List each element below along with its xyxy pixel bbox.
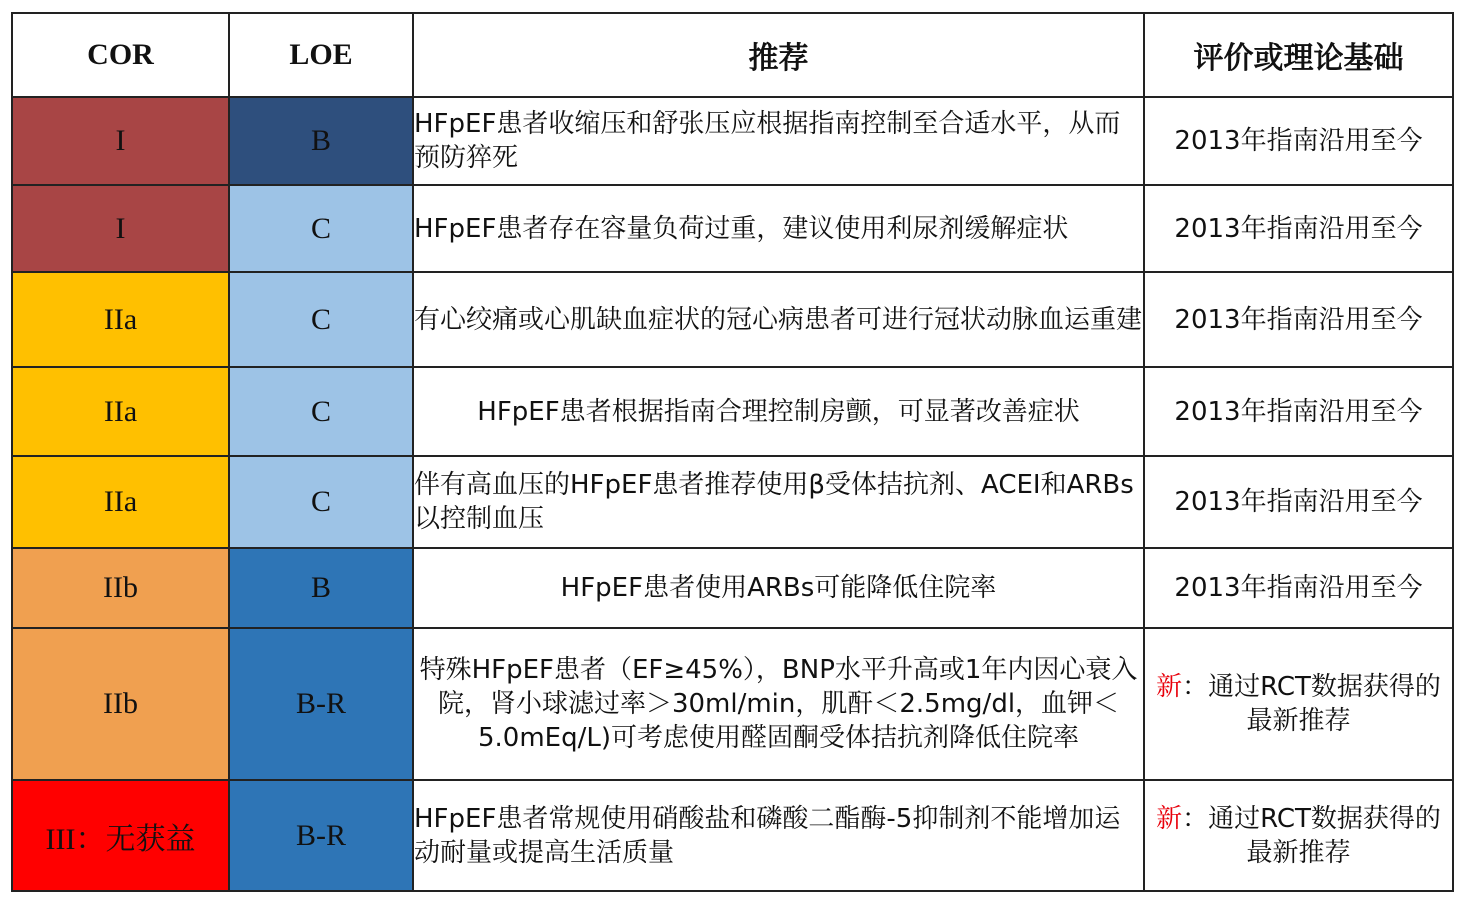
table-row bbox=[12, 367, 1453, 456]
table-row bbox=[12, 628, 1453, 780]
cor-cell: IIa bbox=[12, 272, 229, 367]
table-row bbox=[12, 780, 1453, 891]
cor-cell: IIa bbox=[12, 456, 229, 548]
table-row bbox=[12, 456, 1453, 548]
loe-cell: C bbox=[229, 272, 413, 367]
recommendation-cell: HFpEF患者存在容量负荷过重，建议使用利尿剂缓解症状 bbox=[413, 185, 1144, 272]
loe-cell: B-R bbox=[229, 780, 413, 891]
table-row bbox=[12, 97, 1453, 185]
guideline-recommendation-table bbox=[11, 12, 1454, 892]
recommendation-cell: HFpEF患者根据指南合理控制房颤，可显著改善症状 bbox=[413, 367, 1144, 456]
basis-cell: 2013年指南沿用至今 bbox=[1144, 456, 1453, 548]
basis-text: ：通过RCT数据获得的最新推荐 bbox=[1182, 672, 1441, 736]
header-cor: COR bbox=[12, 13, 229, 97]
basis-cell: 2013年指南沿用至今 bbox=[1144, 367, 1453, 456]
loe-cell: B bbox=[229, 97, 413, 185]
recommendation-cell: HFpEF患者使用ARBs可能降低住院率 bbox=[413, 548, 1144, 628]
basis-text: ：通过RCT数据获得的最新推荐 bbox=[1182, 803, 1441, 868]
loe-cell: C bbox=[229, 367, 413, 456]
cor-cell: III：无获益 bbox=[12, 780, 229, 891]
basis-cell: 2013年指南沿用至今 bbox=[1144, 548, 1453, 628]
loe-cell: B bbox=[229, 548, 413, 628]
recommendation-cell: HFpEF患者收缩压和舒张压应根据指南控制至合适水平，从而预防猝死 bbox=[413, 97, 1144, 185]
recommendation-cell: HFpEF患者常规使用硝酸盐和磷酸二酯酶-5抑制剂不能增加运动耐量或提高生活质量 bbox=[413, 780, 1144, 891]
basis-cell bbox=[1144, 628, 1453, 780]
loe-cell: C bbox=[229, 456, 413, 548]
cor-cell: I bbox=[12, 97, 229, 185]
loe-cell: C bbox=[229, 185, 413, 272]
cor-cell: IIb bbox=[12, 628, 229, 780]
table-row bbox=[12, 272, 1453, 367]
table-header-row bbox=[12, 13, 1453, 97]
header-basis: 评价或理论基础 bbox=[1144, 13, 1453, 97]
loe-cell: B-R bbox=[229, 628, 413, 780]
basis-cell: 2013年指南沿用至今 bbox=[1144, 185, 1453, 272]
basis-cell bbox=[1144, 780, 1453, 891]
header-loe: LOE bbox=[229, 13, 413, 97]
basis-cell: 2013年指南沿用至今 bbox=[1144, 272, 1453, 367]
basis-cell: 2013年指南沿用至今 bbox=[1144, 97, 1453, 185]
header-recommendation: 推荐 bbox=[413, 13, 1144, 97]
new-mark: 新 bbox=[1156, 803, 1183, 834]
recommendation-cell: 伴有高血压的HFpEF患者推荐使用β受体拮抗剂、ACEI和ARBs以控制血压 bbox=[413, 456, 1144, 548]
cor-cell: IIa bbox=[12, 367, 229, 456]
recommendation-cell: 特殊HFpEF患者（EF≥45%），BNP水平升高或1年内因心衰入院，肾小球滤过率＞30ml/min，肌酐＜2.5mg/dl，血钾＜5.0mEq/L)可考虑使用醛固酮受体拮抗剂降低住院率 bbox=[413, 628, 1144, 780]
table-row bbox=[12, 185, 1453, 272]
cor-cell: I bbox=[12, 185, 229, 272]
cor-cell: IIb bbox=[12, 548, 229, 628]
recommendation-cell: 有心绞痛或心肌缺血症状的冠心病患者可进行冠状动脉血运重建 bbox=[413, 272, 1144, 367]
new-mark: 新 bbox=[1156, 672, 1183, 702]
table-row bbox=[12, 548, 1453, 628]
